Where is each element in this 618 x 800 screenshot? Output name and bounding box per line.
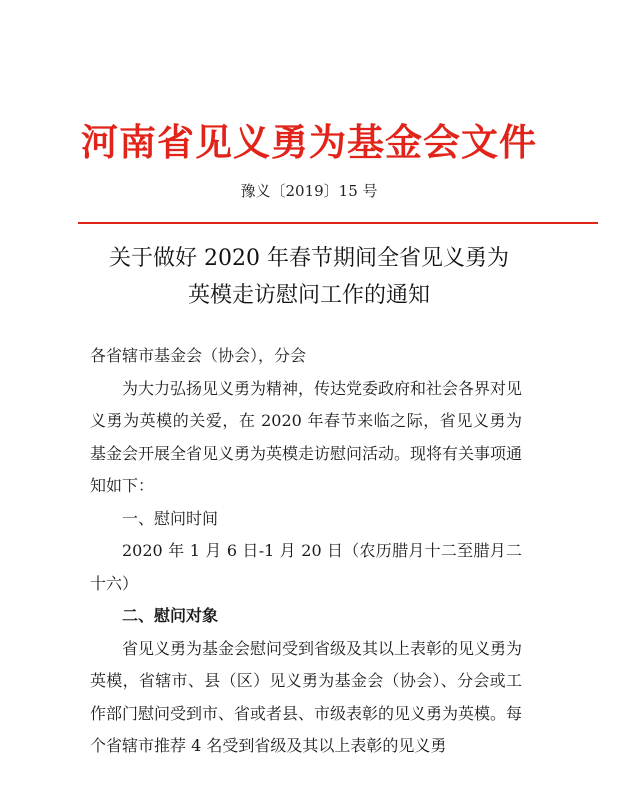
section-1-heading: 一、慰问时间 <box>122 508 219 528</box>
header-divider <box>78 222 598 224</box>
intro-paragraph: 为大力弘扬见义勇为精神，传达党委政府和社会各界对见义勇为英模的关爱，在 2020 年春节来临之际，省见义勇为基金会开展全省见义勇为英模走访慰问活动。现将有关事项通知如下： <box>90 378 523 495</box>
document-header-title: 河南省见义勇为基金会文件 <box>81 120 537 164</box>
section-2-heading: 二、慰问对象 <box>122 606 219 625</box>
notice-title <box>0 240 618 314</box>
notice-title-line-2: 英模走访慰问工作的通知 <box>187 283 430 308</box>
document-number: 豫义〔2019〕15 号 <box>240 182 378 200</box>
section-2-text: 省见义勇为基金会慰问受到省级及其以上表彰的见义勇为英模，省辖市、县（区）见义勇为基金会（协会）、分会或工作部门慰问受到市、省或者县、市级表彰的见义勇为英模。每个省辖市推荐 4 名受到省级及其以上表彰的见义勇 <box>90 638 523 755</box>
notice-title-line-1: 关于做好 2020 年春节期间全省见义勇为 <box>109 246 509 271</box>
section-1-text: 2020 年 1 月 6 日-1 月 20 日（农历腊月十二至腊月二十六） <box>90 541 522 593</box>
document-body <box>90 340 522 763</box>
salutation: 各省辖市基金会（协会），分会 <box>90 346 307 365</box>
